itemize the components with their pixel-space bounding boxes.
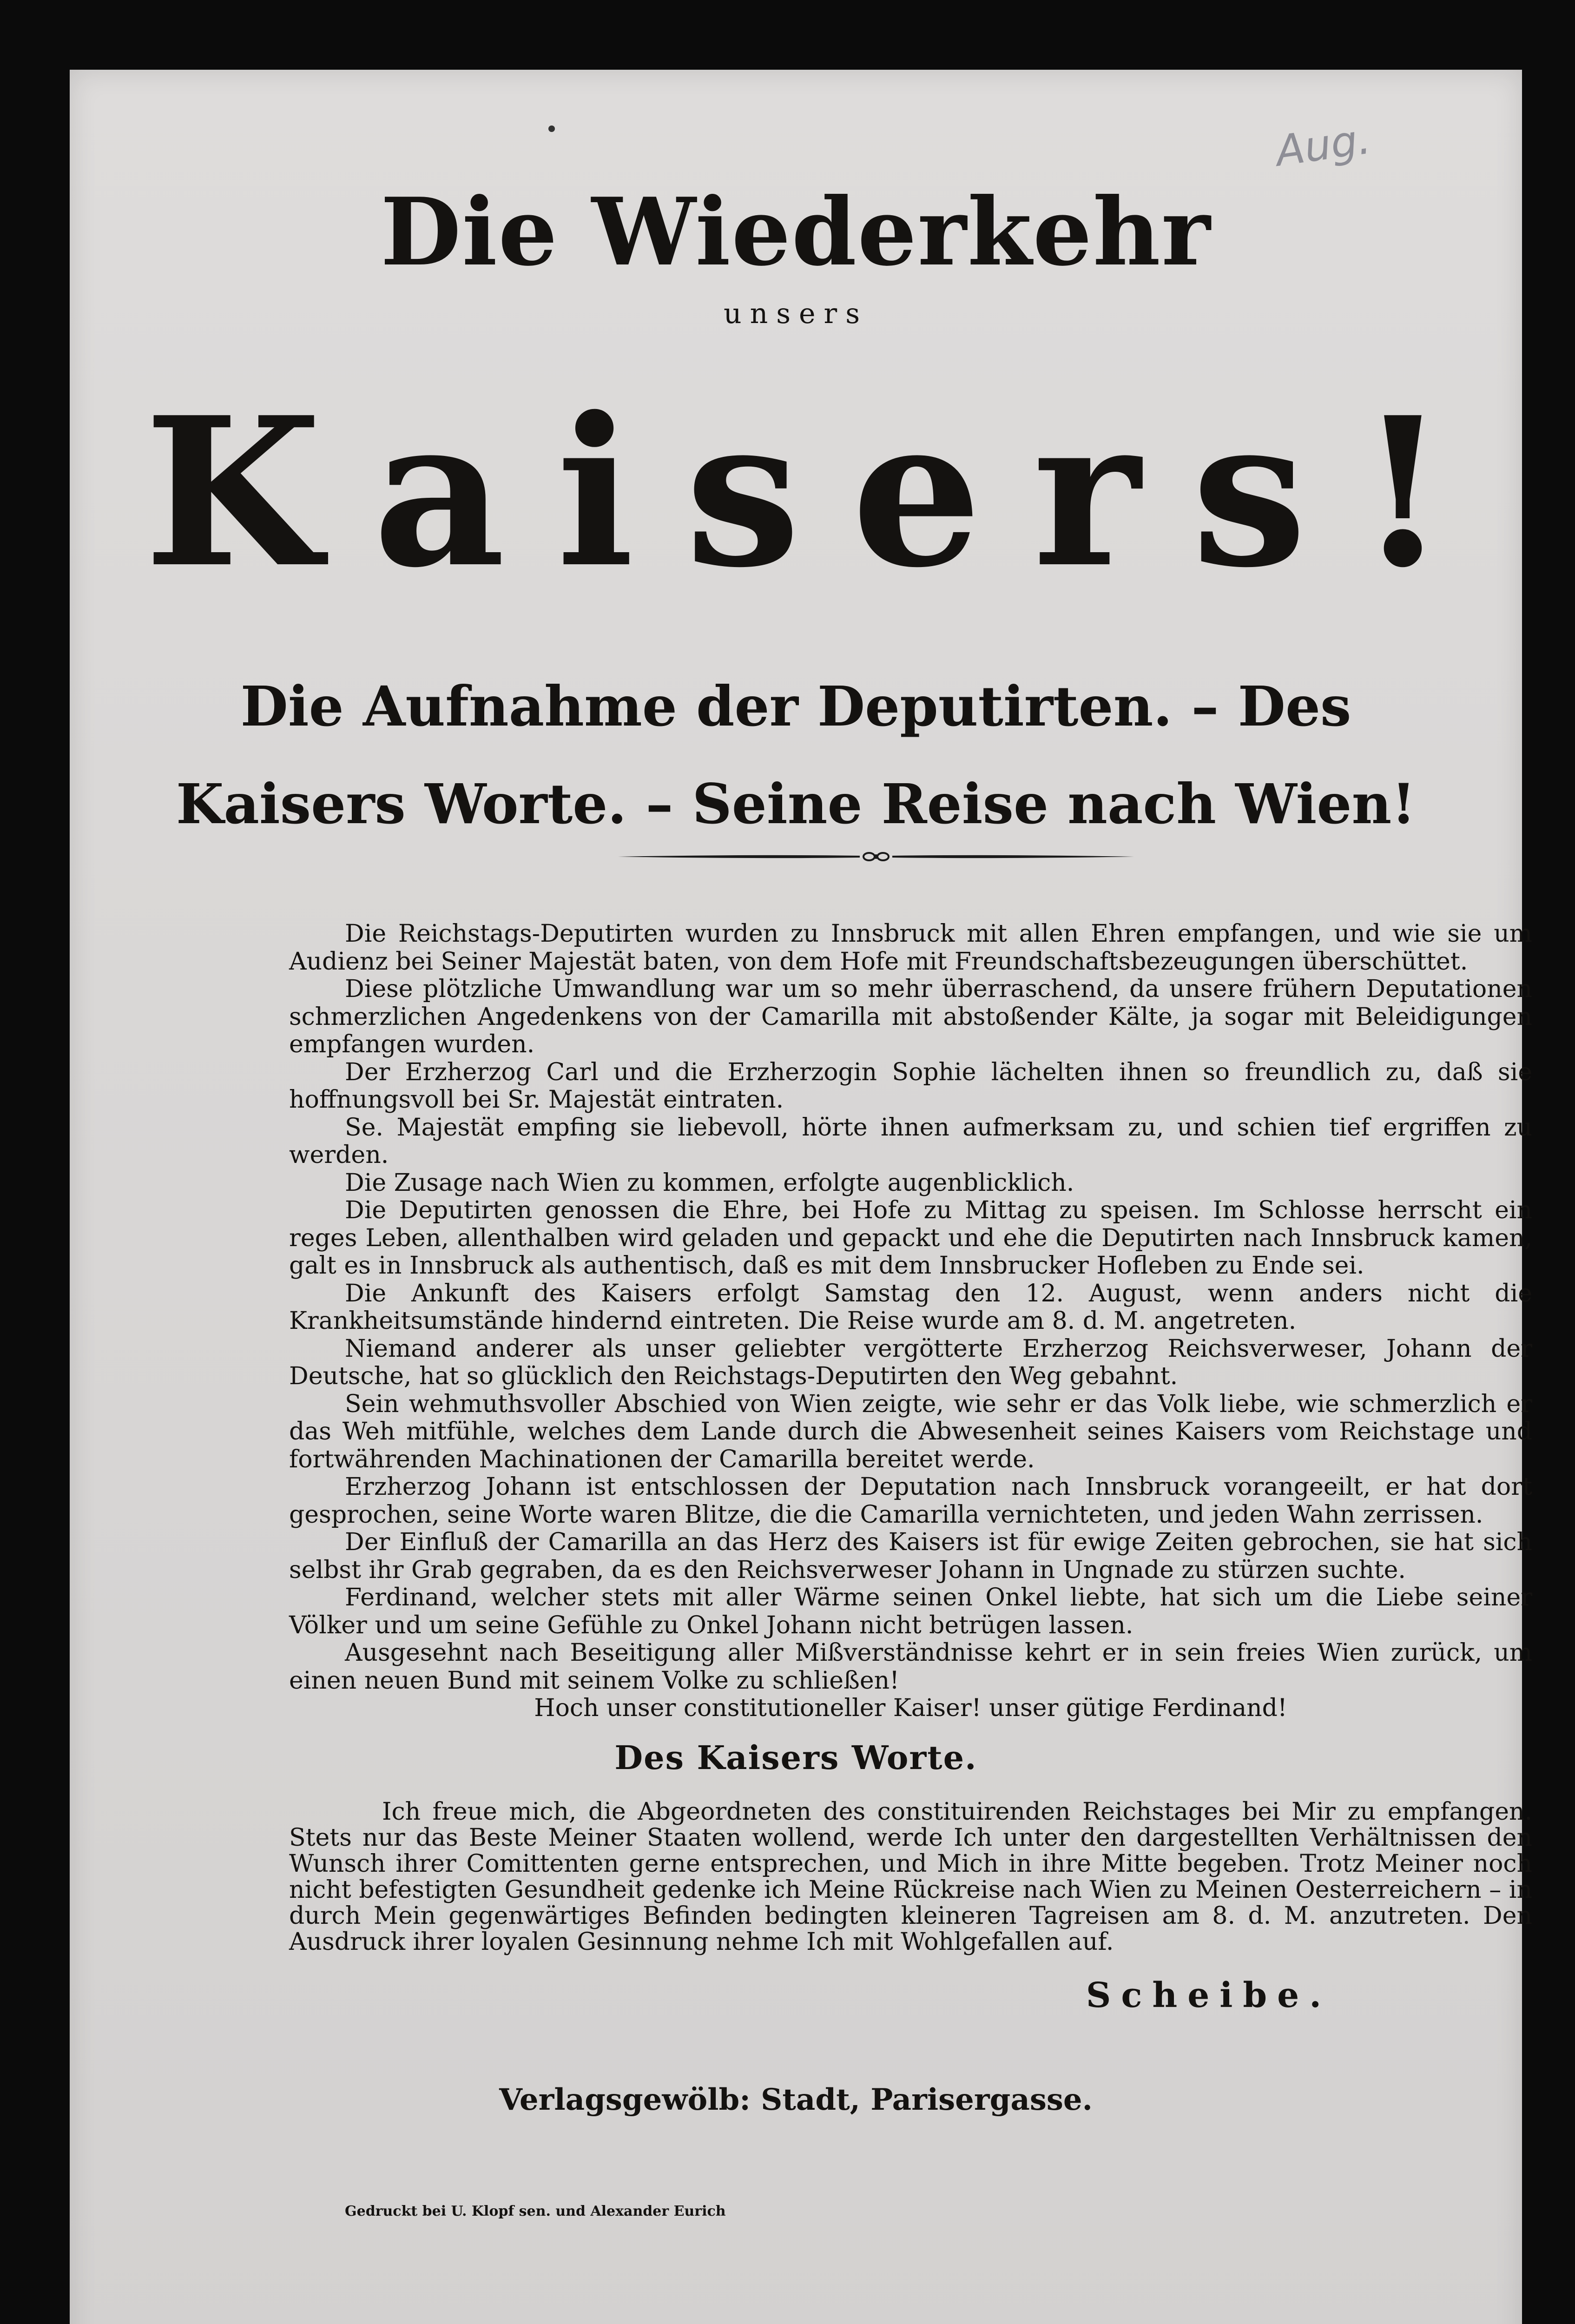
paragraph: Die Reichstags-Deputirten wurden zu Innsbruck mit allen Ehren empfangen, und wie sie um Audienz bei Seiner Majestät baten, von dem Hofe mit Freundschaftsbezeugungen überschüttet.	[289, 920, 1532, 976]
paragraph: Sein wehmuthsvoller Abschied von Wien zeigte, wie sehr er das Volk liebe, wie schmerzlich er das Weh mitfühle, welches dem Lande durch die Abwesenheit seines Kaisers vom Reichstage und fortwährenden Machinationen der Camarilla bereitet werde.	[289, 1390, 1532, 1473]
title-line-2: unsers	[723, 297, 869, 330]
article-body	[289, 920, 1532, 1723]
paragraph: Der Erzherzog Carl und die Erzherzogin Sophie lächelten ihnen so freundlich zu, daß sie hoffnungsvoll bei Sr. Majestät eintraten.	[289, 1058, 1532, 1114]
paragraph: Niemand anderer als unser geliebter vergötterte Erzherzog Reichsverweser, Johann der Deutsche, hat so glücklich den Reichstags-Deputirten den Weg gebahnt.	[289, 1334, 1532, 1390]
signature: Scheibe.	[1086, 1975, 1331, 2015]
paragraph: Die Ankunft des Kaisers erfolgt Samstag den 12. August, wenn anders nicht die Krankheitsumstände hindernd eintreten. Die Reise wurde am 8. d. M. angetreten.	[289, 1279, 1532, 1335]
paragraph: Ferdinand, welcher stets mit aller Wärme seinen Onkel liebte, hat sich um die Liebe seiner Völker und um seine Gefühle zu Onkel Johann nicht betrügen lassen.	[289, 1584, 1532, 1639]
paragraph: Ausgesehnt nach Beseitigung aller Mißverständnisse kehrt er in sein freies Wien zurück, um einen neuen Bund mit seinem Volke zu schließen!	[289, 1639, 1532, 1695]
title-line-3: Kaisers!	[144, 372, 1499, 613]
closing-line: Hoch unser constitutioneller Kaiser! unser gütige Ferdinand!	[534, 1694, 1287, 1722]
poster-sheet	[70, 70, 1532, 2324]
ink-dot	[548, 125, 555, 132]
emperor-quote	[289, 1799, 1532, 1955]
paragraph: Die Zusage nach Wien zu kommen, erfolgte augenblicklich.	[345, 1169, 1074, 1197]
printer-imprint: Gedruckt bei U. Klopf sen. und Alexander Eurich	[345, 2203, 726, 2219]
paragraph: Erzherzog Johann ist entschlossen der Deputation nach Innsbruck vorangeeilt, er hat dort gesprochen, seine Worte waren Blitze, die die Camarilla vernichteten, und jeden Wahn zerrissen.	[289, 1473, 1532, 1529]
handwritten-note: Aug.	[1272, 114, 1374, 176]
paragraph: Die Deputirten genossen die Ehre, bei Hofe zu Mittag zu speisen. Im Schlosse herrscht ein reges Leben, allenthalben wird geladen und gepackt und ehe die Deputirten nach Innsbruck kamen, galt es in Innsbruck als authentisch, daß es mit dem Innsbrucker Hofleben zu Ende sei.	[289, 1196, 1532, 1280]
section-heading: Des Kaisers Worte.	[614, 1738, 977, 1777]
publisher-line: Verlagsgewölb: Stadt, Parisergasse.	[499, 2082, 1093, 2117]
quote-paragraph: Ich freue mich, die Abgeordneten des constituirenden Reichstages bei Mir zu empfangen. Stets nur das Beste Meiner Staaten wollend, werde Ich unter den dargestellten Verhältnissen den Wunsch ihrer Comittenten gerne entsprechen, und Mich in ihre Mitte begeben. Trotz Meiner noch nicht befestigten Gesundheit gedenke ich Meine Rückreise nach Wien zu Meinen Oesterreichern – in durch Mein gegenwärtiges Befinden bedingten kleineren Tagreisen am 8. d. M. anzutreten. Den Ausdruck ihrer loyalen Gesinnung nehme Ich mit Wohlgefallen auf.	[289, 1798, 1532, 1956]
ornament-divider	[618, 845, 1134, 868]
paragraph: Se. Majestät empfing sie liebevoll, hörte ihnen aufmerksam zu, und schien tief ergriffen zu werden.	[289, 1113, 1532, 1169]
title-line-1: Die Wiederkehr	[380, 178, 1212, 287]
paragraph: Der Einfluß der Camarilla an das Herz des Kaisers ist für ewige Zeiten gebrochen, sie hat sich selbst ihr Grab gegraben, da es den Reichsverweser Johann in Ungnade zu stürzen suchte.	[289, 1528, 1532, 1584]
paragraph: Diese plötzliche Umwandlung war um so mehr überraschend, da unsere frühern Deputationen schmerzlichen Angedenkens von der Camarilla mit abstoßender Kälte, ja sogar mit Beleidigungen empfangen wurden.	[289, 975, 1532, 1058]
subtitle: Die Aufnahme der Deputirten. – Des Kaisers Worte. – Seine Reise nach Wien!	[176, 674, 1416, 836]
